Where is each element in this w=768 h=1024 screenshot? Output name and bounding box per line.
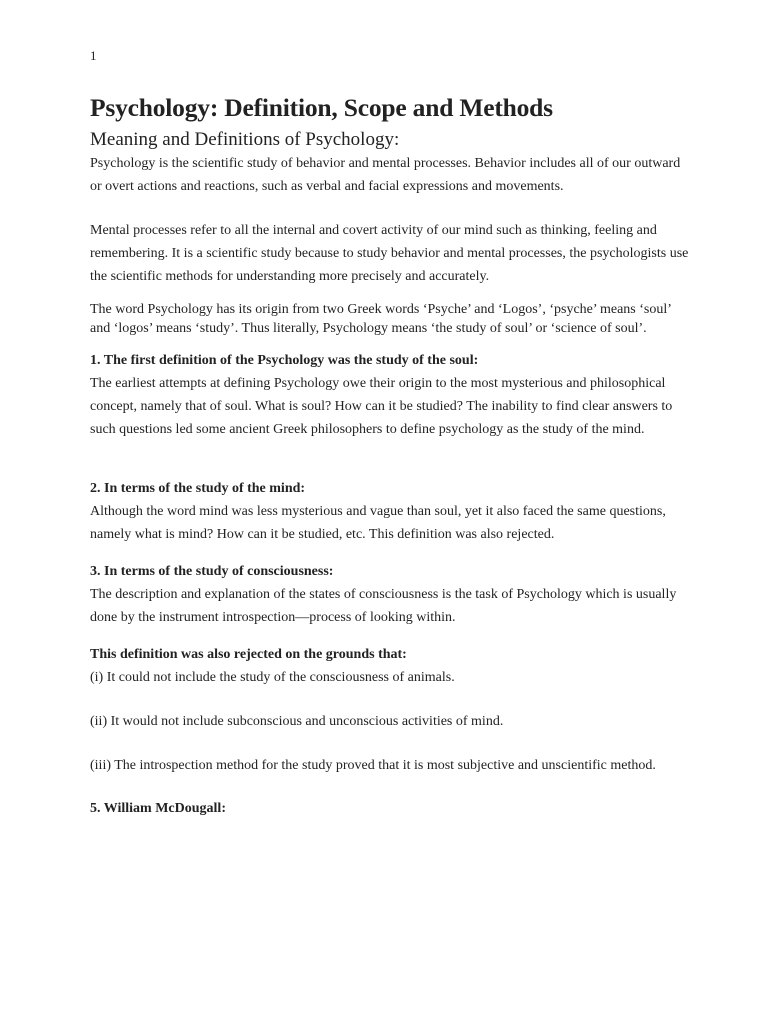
- soul-definition-heading: 1. The first definition of the Psychology was the study of the soul:: [90, 353, 479, 368]
- mind-definition-body: Although the word mind was less mysterious and vague than soul, yet it also faced the same questions, namely what is mind? How can it be studied, etc. This definition was also rejected.: [90, 504, 666, 542]
- document-title: Psychology: Definition, Scope and Methods: [90, 93, 553, 122]
- rejection-grounds-heading: This definition was also rejected on the grounds that:: [90, 647, 407, 662]
- rejection-point-2: (ii) It would not include subconscious and unconscious activities of mind.: [90, 714, 504, 729]
- page-number: 1: [90, 48, 97, 63]
- mcdougall-heading: 5. William McDougall:: [90, 801, 226, 816]
- mental-processes-paragraph: Mental processes refer to all the internal and covert activity of our mind such as thinking, feeling and remembering. It is a scientific study because to study behavior and mental processes, the psychologists use the scientific methods for understanding more precisely and accurately.: [90, 223, 689, 284]
- consciousness-definition-body: The description and explanation of the states of consciousness is the task of Psychology which is usually done by the instrument introspection—process of looking within.: [90, 587, 677, 625]
- mind-definition-heading: 2. In terms of the study of the mind:: [90, 481, 306, 496]
- consciousness-definition-heading: 3. In terms of the study of consciousness:: [90, 564, 334, 579]
- section-subtitle: Meaning and Definitions of Psychology:: [90, 129, 400, 150]
- intro-paragraph: Psychology is the scientific study of behavior and mental processes. Behavior includes all of our outward or overt actions and reactions, such as verbal and facial expressions and movements.: [90, 156, 681, 194]
- rejection-point-1: (i) It could not include the study of the consciousness of animals.: [90, 670, 455, 685]
- soul-definition-body: The earliest attempts at defining Psychology owe their origin to the most mysterious and philosophical concept, namely that of soul. What is soul? How can it be studied? The inability to find clear answers to such questions led some ancient Greek philosophers to define psychology as the study of the mind.: [90, 376, 673, 437]
- rejection-point-3: (iii) The introspection method for the study proved that it is most subjective and unscientific method.: [90, 758, 656, 773]
- document-body: [90, 93, 690, 820]
- origin-paragraph: The word Psychology has its origin from two Greek words ‘Psyche’ and ‘Logos’, ‘psyche’ means ‘soul’ and ‘logos’ means ‘study’. Thus literally, Psychology means ‘the study of soul’ or ‘science of soul’.: [90, 302, 671, 336]
